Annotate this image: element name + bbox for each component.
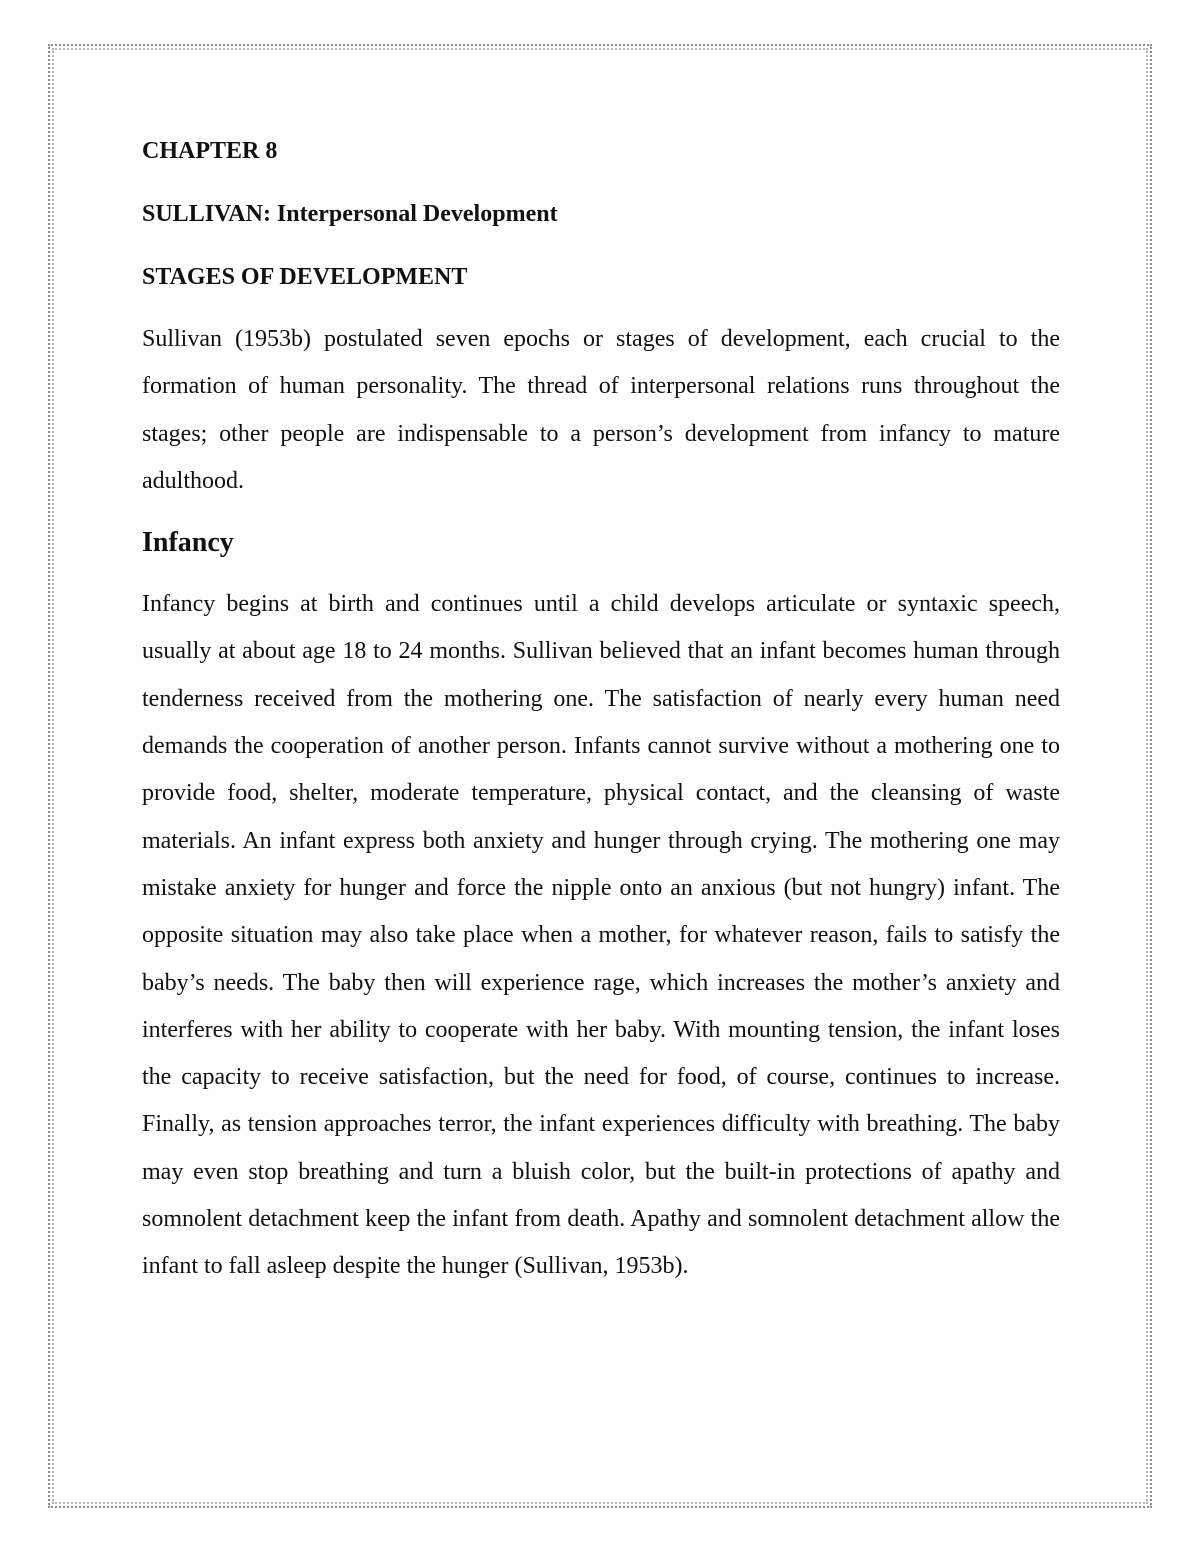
- subsection-heading-infancy: Infancy: [142, 527, 234, 559]
- chapter-label: CHAPTER 8: [142, 138, 278, 164]
- intro-paragraph: Sullivan (1953b) postulated seven epochs or stages of development, each crucial to the formation of human personality. The thread of interpersonal relations runs throughout the stages; other people are indispensable to a person’s development from infancy to mature adulthood.: [142, 326, 1060, 494]
- section-heading: STAGES OF DEVELOPMENT: [142, 264, 468, 290]
- document-body: [142, 136, 1060, 1291]
- infancy-paragraph: Infancy begins at birth and continues until a child develops articulate or syntaxic speech, usually at about age 18 to 24 months. Sullivan believed that an infant becomes human through tenderness received from the mothering one. The satisfaction of nearly every human need demands the cooperation of another person. Infants cannot survive without a mothering one to provide food, shelter, moderate temperature, physical contact, and the cleansing of waste materials. An infant express both anxiety and hunger through crying. The mothering one may mistake anxiety for hunger and force the nipple onto an anxious (but not hungry) infant. The opposite situation may also take place when a mother, for whatever reason, fails to satisfy the baby’s needs. The baby then will experience rage, which increases the mother’s anxiety and interferes with her ability to cooperate with her baby. With mounting tension, the infant loses the capacity to receive satisfaction, but the need for food, of course, continues to increase. Finally, as tension approaches terror, the infant experiences difficulty with breathing. The baby may even stop breathing and turn a bluish color, but the built-in protections of apathy and somnolent detachment keep the infant from death. Apathy and somnolent detachment allow the infant to fall asleep despite the hunger (Sullivan, 1953b).: [142, 591, 1060, 1280]
- chapter-title: SULLIVAN: Interpersonal Development: [142, 201, 558, 227]
